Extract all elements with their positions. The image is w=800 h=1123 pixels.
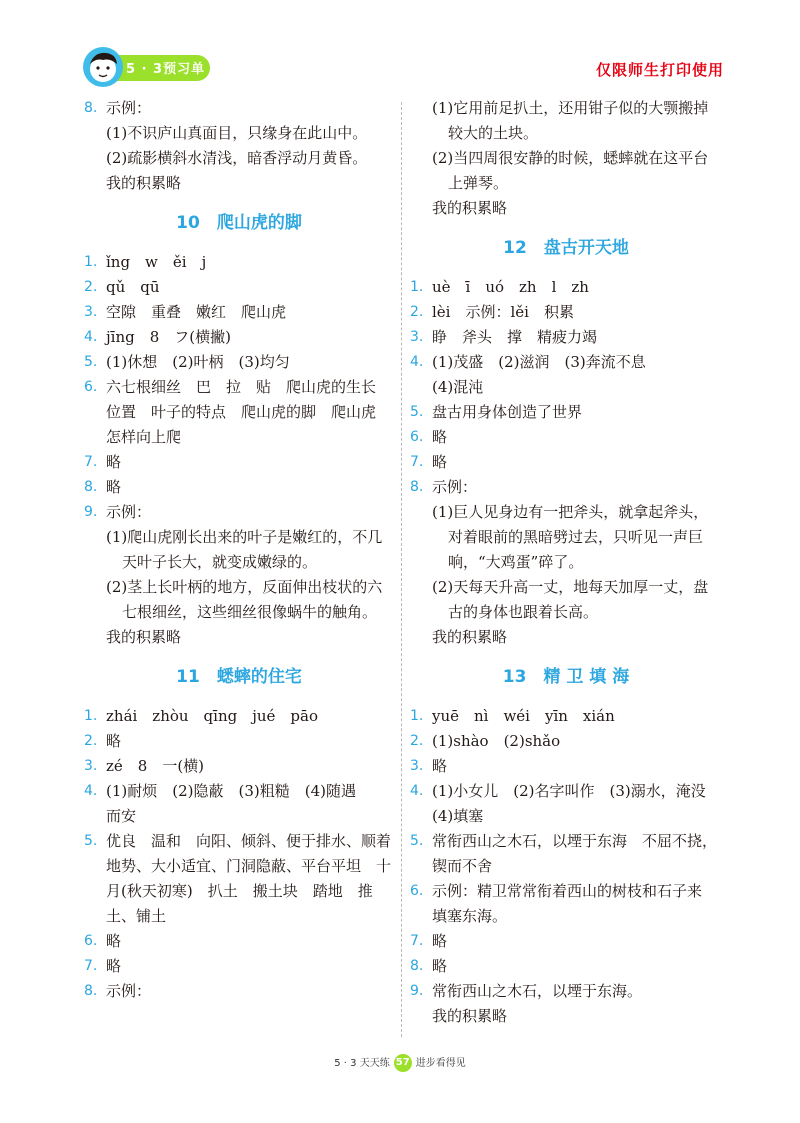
answer-item (410, 350, 722, 375)
answer-text: 上弹琴。 (448, 174, 509, 192)
item-number: 6. (84, 379, 98, 395)
answer-text: 示例：精卫常常衔着西山的树枝和石子来 (432, 882, 703, 900)
answer-text: 对着眼前的黑暗劈过去，只听见一声巨 (448, 528, 704, 546)
item-number: 5. (84, 833, 98, 849)
answer-item (84, 704, 394, 729)
answer-item (84, 96, 394, 121)
answer-text: 略 (106, 732, 122, 750)
item-number: 6. (410, 883, 424, 899)
page-footer (0, 1054, 800, 1072)
answer-text: 略 (106, 478, 122, 496)
answer-text: (1)耐烦 (2)隐蔽 (3)粗糙 (4)随遇 (106, 782, 356, 800)
answer-text: 略 (432, 957, 448, 975)
footer-slogan: 进步看得见 (415, 1058, 466, 1069)
answer-line (84, 146, 394, 171)
answer-text: (2)天每天升高一丈，地每天加厚一丈，盘 (432, 578, 709, 596)
accumulation-note (84, 171, 394, 196)
item-number: 3. (410, 329, 424, 345)
answer-text: 示例： (106, 503, 152, 521)
answer-item (84, 500, 394, 525)
item-number: 2. (84, 279, 98, 295)
footer-series: 5 · 3 天天练 (334, 1058, 390, 1069)
answer-text: (1)小女儿 (2)名字叫作 (3)溺水，淹没 (432, 782, 706, 800)
item-number: 5. (410, 833, 424, 849)
item-number: 8. (410, 479, 424, 495)
item-number: 7. (410, 933, 424, 949)
answer-line (410, 500, 722, 525)
page-number: 57 (394, 1054, 412, 1072)
answer-line (84, 879, 394, 904)
answer-text: (1)不识庐山真面目，只缘身在此山中。 (106, 124, 368, 142)
item-number: 1. (410, 279, 424, 295)
answer-text: (1)它用前足扒土，还用钳子似的大颚搬掉 (432, 99, 709, 117)
answer-line (84, 425, 394, 450)
answer-line (410, 525, 722, 550)
section-title-13: 13 精 卫 填 海 (502, 667, 630, 687)
answer-item (410, 325, 722, 350)
answer-line (410, 96, 722, 121)
answer-line (84, 575, 394, 600)
answer-text: 我的积累略 (432, 628, 508, 646)
answer-line (410, 171, 722, 196)
answer-text: 锲而不舍 (432, 857, 493, 875)
brand-logo (82, 46, 212, 88)
brand-text: 5 · 3预习单 (126, 62, 206, 77)
item-number: 4. (410, 354, 424, 370)
answer-text: 月(秋天初寒) 扒土 搬土块 踏地 推 (106, 882, 373, 900)
answer-item (84, 350, 394, 375)
answer-item (410, 400, 722, 425)
answer-item (410, 300, 722, 325)
answer-text: 响，“大鸡蛋”碎了。 (448, 553, 584, 571)
answer-item (84, 754, 394, 779)
item-number: 8. (410, 958, 424, 974)
answer-text: 示例： (106, 99, 152, 117)
answer-text: 常衔西山之木石，以堙于东海 不屈不挠， (432, 832, 718, 850)
answer-item (410, 954, 722, 979)
answer-line (410, 121, 722, 146)
answer-text: (1)shào (2)shǎo (432, 732, 561, 750)
item-number: 4. (84, 783, 98, 799)
answer-text: 我的积累略 (106, 174, 182, 192)
answer-item (410, 779, 722, 804)
item-number: 9. (410, 983, 424, 999)
answer-text: 略 (432, 932, 448, 950)
item-number: 8. (84, 100, 98, 116)
item-number: 3. (84, 758, 98, 774)
answer-item (410, 475, 722, 500)
answer-item (410, 704, 722, 729)
answer-text: ǐng w ěi j (106, 253, 207, 271)
answer-line (410, 575, 722, 600)
answer-text: (1)巨人见身边有一把斧头，就拿起斧头， (432, 503, 709, 521)
answer-item (84, 954, 394, 979)
item-number: 5. (410, 404, 424, 420)
answer-text: (4)混沌 (432, 378, 484, 396)
answer-text: 怎样向上爬 (106, 428, 182, 446)
answer-line (410, 600, 722, 625)
answer-line (84, 600, 394, 625)
item-number: 2. (410, 304, 424, 320)
answer-text: 略 (106, 453, 122, 471)
answer-item (410, 729, 722, 754)
answer-line (84, 525, 394, 550)
section-title-12: 12 盘古开天地 (503, 238, 629, 258)
item-number: 7. (84, 958, 98, 974)
answer-item (84, 979, 394, 1004)
answer-item (84, 275, 394, 300)
answer-item (410, 979, 722, 1004)
answer-text: qǔ qū (106, 278, 160, 296)
answer-item (84, 300, 394, 325)
answer-text: zhái zhòu qīng jué pāo (106, 707, 318, 725)
answer-text: 土、铺土 (106, 907, 167, 925)
column-divider (401, 102, 402, 1037)
answer-text: 七根细丝，这些细丝很像蜗牛的触角。 (122, 603, 378, 621)
answer-text: 我的积累略 (432, 1007, 508, 1025)
answer-text: 我的积累略 (432, 199, 508, 217)
item-number: 3. (84, 304, 98, 320)
answer-text: 示例： (106, 982, 152, 1000)
answer-text: (1)茂盛 (2)滋润 (3)奔流不息 (432, 353, 646, 371)
item-number: 6. (84, 933, 98, 949)
answer-text: 而安 (106, 807, 137, 825)
answer-text: yuē nì wéi yīn xián (432, 707, 615, 725)
section-title-11: 11 蟋蟀的住宅 (176, 667, 302, 687)
answer-text: 较大的土块。 (448, 124, 539, 142)
answer-item (84, 375, 394, 400)
item-number: 7. (410, 454, 424, 470)
item-number: 8. (84, 479, 98, 495)
answer-text: zé 8 一(横) (106, 757, 205, 775)
answer-line (84, 804, 394, 829)
item-number: 6. (410, 429, 424, 445)
answer-line (410, 904, 722, 929)
answer-item (84, 450, 394, 475)
answer-text: 略 (106, 957, 122, 975)
answer-text: jīng 8 フ(横撇) (106, 328, 231, 346)
usage-notice: 仅限师生打印使用 (595, 61, 724, 79)
accumulation-note (410, 1004, 722, 1029)
answer-text: (4)填塞 (432, 807, 484, 825)
item-number: 5. (84, 354, 98, 370)
answer-item (84, 250, 394, 275)
answer-line (410, 854, 722, 879)
answer-text: 盘古用身体创造了世界 (432, 403, 583, 421)
answer-line (84, 854, 394, 879)
answer-line (410, 146, 722, 171)
answer-item (84, 929, 394, 954)
answer-text: 天叶子长大，就变成嫩绿的。 (122, 553, 318, 571)
item-number: 2. (410, 733, 424, 749)
answer-text: 位置 叶子的特点 爬山虎的脚 爬山虎 (106, 403, 377, 421)
item-number: 1. (84, 708, 98, 724)
answer-text: 睁 斧头 撑 精疲力竭 (432, 328, 598, 346)
item-number: 4. (410, 783, 424, 799)
answer-text: 略 (106, 932, 122, 950)
answer-line (84, 400, 394, 425)
answer-text: 略 (432, 453, 448, 471)
item-number: 8. (84, 983, 98, 999)
answer-item (410, 275, 722, 300)
answer-text: (2)疏影横斜水清浅，暗香浮动月黄昏。 (106, 149, 368, 167)
answer-item (84, 779, 394, 804)
item-number: 3. (410, 758, 424, 774)
answer-line (84, 550, 394, 575)
right-column (410, 96, 722, 1029)
answer-text: 略 (432, 757, 448, 775)
answer-item (410, 754, 722, 779)
answer-text: 优良 温和 向阳、倾斜、便于排水、顺着 (106, 832, 392, 850)
answer-text: (2)当四周很安静的时候，蟋蟀就在这平台 (432, 149, 709, 167)
answer-line (84, 904, 394, 929)
section-title-10: 10 爬山虎的脚 (176, 213, 302, 233)
answer-text: uè ī uó zh l zh (432, 278, 589, 296)
accumulation-note (410, 625, 722, 650)
item-number: 2. (84, 733, 98, 749)
answer-text: (1)休想 (2)叶柄 (3)均匀 (106, 353, 290, 371)
item-number: 1. (410, 708, 424, 724)
answer-line (410, 375, 722, 400)
left-column (84, 96, 394, 1004)
answer-text: 古的身体也跟着长高。 (448, 603, 599, 621)
answer-text: (2)茎上长叶柄的地方，反面伸出枝状的六 (106, 578, 383, 596)
answer-item (410, 829, 722, 854)
answer-line (410, 804, 722, 829)
answer-text: 略 (432, 428, 448, 446)
accumulation-note (410, 196, 722, 221)
page-header (0, 0, 800, 100)
answer-line (410, 550, 722, 575)
answer-text: 常衔西山之木石，以堙于东海。 (432, 982, 643, 1000)
answer-text: 地势、大小适宜、门洞隐蔽、平台平坦 十 (106, 857, 392, 875)
answer-item (84, 729, 394, 754)
cartoon-boy-icon (82, 46, 124, 88)
item-number: 9. (84, 504, 98, 520)
item-number: 1. (84, 254, 98, 270)
answer-text: (1)爬山虎刚长出来的叶子是嫩红的，不几 (106, 528, 383, 546)
answer-item (410, 450, 722, 475)
answer-item (410, 929, 722, 954)
answer-text: 我的积累略 (106, 628, 182, 646)
answer-item (84, 829, 394, 854)
answer-text: 空隙 重叠 嫩红 爬山虎 (106, 303, 287, 321)
accumulation-note (84, 625, 394, 650)
answer-item (410, 879, 722, 904)
answer-text: lèi 示例：lěi 积累 (432, 303, 574, 321)
answer-text: 六七根细丝 巴 拉 贴 爬山虎的生长 (106, 378, 377, 396)
answer-item (84, 475, 394, 500)
answer-item (84, 325, 394, 350)
answer-text: 示例： (432, 478, 478, 496)
item-number: 7. (84, 454, 98, 470)
answer-item (410, 425, 722, 450)
answer-text: 填塞东海。 (432, 907, 508, 925)
answer-line (84, 121, 394, 146)
item-number: 4. (84, 329, 98, 345)
